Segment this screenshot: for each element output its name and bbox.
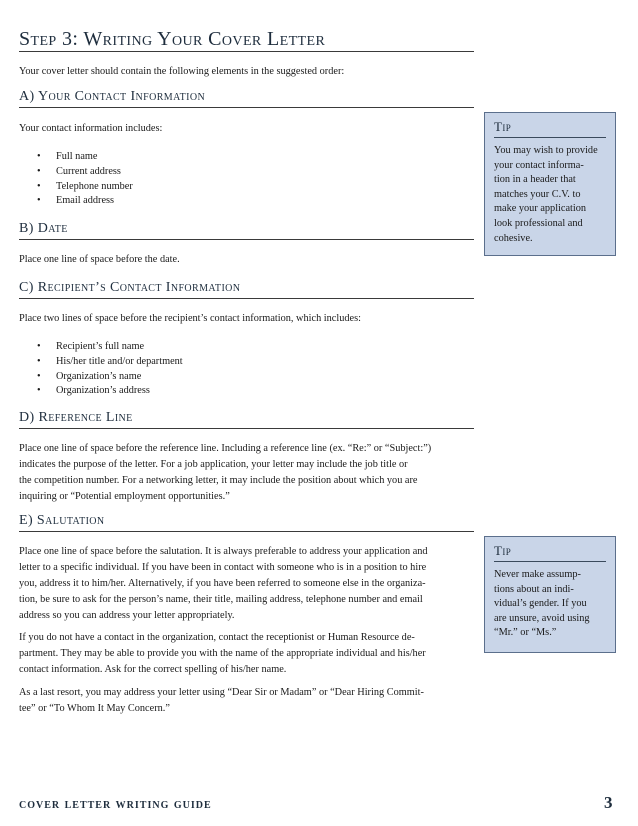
intro-text: Your cover letter should contain the following elements in the suggested order: — [19, 66, 345, 77]
recipient-bullet-list — [37, 340, 183, 399]
salutation-paragraph-2: If you do not have a contact in the organization, contact the receptionist or Human Resource de- partment. They may be able to provide you with the name of the appropriate individual and his/her contact information. Ask for the correct spelling of his/her name. — [19, 632, 426, 676]
contact-bullet-list — [37, 150, 133, 209]
section-divider — [19, 298, 474, 299]
section-heading-reference: D) Reference Line — [19, 410, 133, 425]
section-heading-salutation: E) Salutation — [19, 513, 105, 528]
tip-divider — [494, 561, 606, 562]
section-heading-contact: A) Your Contact Information — [19, 89, 206, 104]
recipient-text: Place two lines of space before the recipient’s contact information, which includes: — [19, 313, 361, 324]
tip-text: Never make assump- tions about an indi- vidual’s gender. If you are unsure, avoid using “Mr.” or “Ms.” — [494, 569, 590, 639]
section-divider — [19, 428, 474, 429]
list-item: • Organization’s address — [37, 384, 183, 399]
salutation-paragraph-1: Place one line of space before the salutation. It is always preferable to address your application and letter to a specific individual. If you have been in contact with someone who is in a position to hire you, address it to him/her. Alternatively, if you have been referred to someone else in the organiza- tion, be sure to ask for the person’s name, their title, mailing address, telephone number and email address so you can address your letter appropriately. — [19, 546, 428, 622]
section-divider — [19, 107, 474, 108]
title-divider — [19, 51, 474, 52]
contact-text: Your contact information includes: — [19, 123, 163, 134]
page-title: Step 3: Writing Your Cover Letter — [19, 28, 326, 50]
page-number: 3 — [604, 793, 613, 812]
section-heading-recipient: C) Recipient’s Contact Information — [19, 280, 241, 295]
list-item: • Current address — [37, 165, 133, 180]
date-text: Place one line of space before the date. — [19, 254, 180, 265]
list-item: • Full name — [37, 150, 133, 165]
tip-text: You may wish to provide your contact informa- tion in a header that matches your C.V. to make your application look professional and cohesive. — [494, 145, 598, 244]
list-item: • Telephone number — [37, 180, 133, 195]
list-item: • Email address — [37, 194, 133, 209]
tip-title: Tip — [494, 119, 512, 134]
list-item: • His/her title and/or department — [37, 355, 183, 370]
section-heading-date: B) Date — [19, 221, 68, 236]
footer-title: cover letter writing guide — [19, 797, 212, 812]
section-divider — [19, 239, 474, 240]
list-item: • Organization’s name — [37, 370, 183, 385]
tip-divider — [494, 137, 606, 138]
tip-title: Tip — [494, 543, 512, 558]
tip-box-contact — [484, 112, 616, 256]
salutation-paragraph-3: As a last resort, you may address your letter using “Dear Sir or Madam” or “Dear Hiring Commit- tee” or “To Whom It May Concern.” — [19, 687, 424, 715]
reference-text: Place one line of space before the reference line. Including a reference line (ex. “Re:” or “Subject:”) indicates the purpose of the letter. For a job application, your letter may include the job title or the competition number. For a networking letter, it may include the position about which you are inquiring or “Potential employment opportunities.” — [19, 443, 432, 503]
section-divider — [19, 531, 474, 532]
list-item: • Recipient’s full name — [37, 340, 183, 355]
tip-box-salutation — [484, 536, 616, 653]
